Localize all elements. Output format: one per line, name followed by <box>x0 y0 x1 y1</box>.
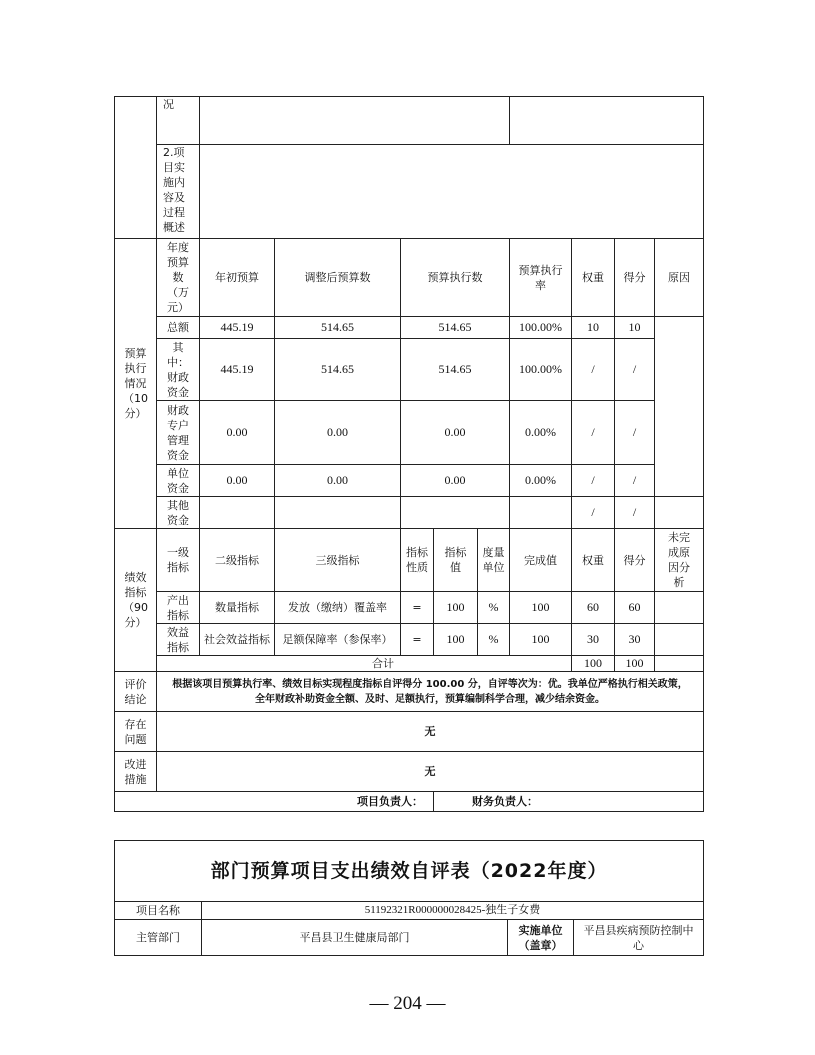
budget-rate: 0.00% <box>510 465 572 497</box>
budget-header-initial: 年初预算 <box>200 239 275 317</box>
perf-unit: % <box>478 592 510 624</box>
perf-done: 100 <box>510 592 572 624</box>
dept-label: 主管部门 <box>115 920 202 956</box>
total-reason <box>655 656 704 672</box>
budget-executed: 0.00 <box>401 465 510 497</box>
perf-section-label: 绩效指标（90分） <box>115 529 157 672</box>
budget-initial: 0.00 <box>200 465 275 497</box>
total-label: 合计 <box>157 656 572 672</box>
budget-rate: 0.00% <box>510 401 572 465</box>
budget-adjusted <box>275 497 401 529</box>
perf-nature: = <box>401 592 434 624</box>
total-weight: 100 <box>572 656 615 672</box>
perf-header-score: 得分 <box>615 529 655 592</box>
budget-header-reason: 原因 <box>655 239 704 317</box>
issues-value: 无 <box>157 712 704 752</box>
budget-header-annual: 年度预算数（万元） <box>157 239 200 317</box>
perf-score: 30 <box>615 624 655 656</box>
section-label-blank <box>115 97 157 239</box>
kuang-content-left <box>200 97 510 145</box>
issues-label: 存在问题 <box>115 712 157 752</box>
perf-l1: 效益指标 <box>157 624 200 656</box>
budget-score: / <box>615 465 655 497</box>
budget-score: / <box>615 401 655 465</box>
budget-header-adjusted: 调整后预算数 <box>275 239 401 317</box>
second-table <box>114 840 704 956</box>
budget-reason-cell <box>655 317 704 497</box>
performance-table <box>114 96 704 812</box>
perf-header-value: 指标值 <box>434 529 478 592</box>
total-score: 100 <box>615 656 655 672</box>
budget-rate: 100.00% <box>510 339 572 401</box>
budget-score: 10 <box>615 317 655 339</box>
budget-row-name: 财政专户管理资金 <box>157 401 200 465</box>
perf-l2: 社会效益指标 <box>200 624 275 656</box>
budget-weight: / <box>572 465 615 497</box>
budget-executed <box>401 497 510 529</box>
perf-header-unit: 度量单位 <box>478 529 510 592</box>
budget-weight: / <box>572 497 615 529</box>
budget-weight: 10 <box>572 317 615 339</box>
perf-l3: 足额保障率（参保率） <box>275 624 401 656</box>
budget-rate <box>510 497 572 529</box>
budget-header-executed: 预算执行数 <box>401 239 510 317</box>
budget-weight: / <box>572 339 615 401</box>
finance-lead-label: 财务负责人： <box>434 792 704 812</box>
perf-reason <box>655 624 704 656</box>
impl-label: 实施单位（盖章） <box>508 920 574 956</box>
budget-row-name: 其他资金 <box>157 497 200 529</box>
budget-header-weight: 权重 <box>572 239 615 317</box>
perf-value: 100 <box>434 592 478 624</box>
budget-initial <box>200 497 275 529</box>
perf-value: 100 <box>434 624 478 656</box>
perf-header-nature: 指标性质 <box>401 529 434 592</box>
evaluation-text <box>157 672 704 712</box>
budget-adjusted: 0.00 <box>275 401 401 465</box>
budget-reason-cell <box>655 497 704 529</box>
form-title: 部门预算项目支出绩效自评表（2022年度） <box>115 841 704 902</box>
perf-l3: 发放（缴纳）覆盖率 <box>275 592 401 624</box>
project-lead-label: 项目负责人： <box>115 792 434 812</box>
perf-weight: 30 <box>572 624 615 656</box>
budget-weight: / <box>572 401 615 465</box>
row-label-kuang: 况 <box>157 97 200 145</box>
budget-adjusted: 0.00 <box>275 465 401 497</box>
perf-unit: % <box>478 624 510 656</box>
perf-weight: 60 <box>572 592 615 624</box>
budget-row-name: 总额 <box>157 317 200 339</box>
improve-value: 无 <box>157 752 704 792</box>
budget-adjusted: 514.65 <box>275 317 401 339</box>
kuang-content-right <box>510 97 704 145</box>
perf-header-reason: 未完成原因分析 <box>655 529 704 592</box>
budget-row-name: 单位资金 <box>157 465 200 497</box>
evaluation-line-2: 全年财政补助资金全额、及时、足额执行，预算编制科学合理，减少结余资金。 <box>255 693 605 705</box>
improve-label: 改进措施 <box>115 752 157 792</box>
project-name-value: 51192321R000000028425-独生子女费 <box>202 902 704 920</box>
project-name-label: 项目名称 <box>115 902 202 920</box>
budget-initial: 445.19 <box>200 317 275 339</box>
budget-header-rate: 预算执行率 <box>510 239 572 317</box>
evaluation-label: 评价结论 <box>115 672 157 712</box>
evaluation-line-1: 根据该项目预算执行率、绩效目标实现程度指标自评得分 100.00 分，自评等次为：优。我单位严格执行相关政策， <box>172 678 688 690</box>
budget-rate: 100.00% <box>510 317 572 339</box>
budget-executed: 514.65 <box>401 339 510 401</box>
perf-l1: 产出指标 <box>157 592 200 624</box>
impl-value: 平昌县疾病预防控制中心 <box>574 920 704 956</box>
perf-header-l3: 三级指标 <box>275 529 401 592</box>
summary-content <box>200 145 704 239</box>
budget-row-name: 其中：财政资金 <box>157 339 200 401</box>
budget-executed: 514.65 <box>401 317 510 339</box>
perf-l2: 数量指标 <box>200 592 275 624</box>
perf-header-weight: 权重 <box>572 529 615 592</box>
budget-header-score: 得分 <box>615 239 655 317</box>
perf-done: 100 <box>510 624 572 656</box>
perf-header-l1: 一级指标 <box>157 529 200 592</box>
perf-header-done: 完成值 <box>510 529 572 592</box>
perf-score: 60 <box>615 592 655 624</box>
dept-value: 平昌县卫生健康局部门 <box>202 920 508 956</box>
perf-nature: = <box>401 624 434 656</box>
page-number: — 204 — <box>369 993 446 1014</box>
budget-adjusted: 514.65 <box>275 339 401 401</box>
budget-initial: 445.19 <box>200 339 275 401</box>
budget-score: / <box>615 339 655 401</box>
budget-executed: 0.00 <box>401 401 510 465</box>
perf-reason <box>655 592 704 624</box>
row-label-summary: 2.项目实施内容及过程概述 <box>157 145 200 239</box>
budget-initial: 0.00 <box>200 401 275 465</box>
budget-score: / <box>615 497 655 529</box>
budget-section-label: 预算执行情况（10分） <box>115 239 157 529</box>
perf-header-l2: 二级指标 <box>200 529 275 592</box>
